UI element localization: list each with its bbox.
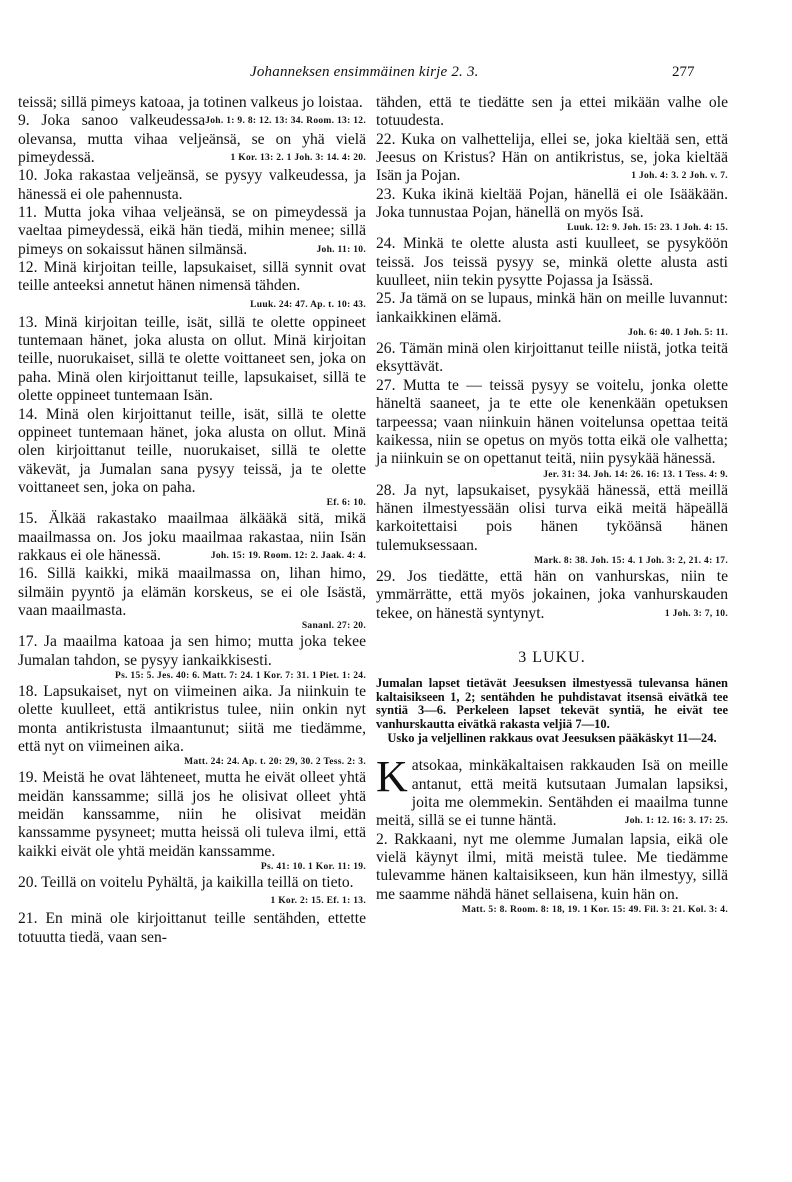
verse-29: 29. Jos tiedätte, että hän on vanhurskas, niin te ymmärrätte, että myös jokainen, joka vanhurskauden tekee, on hänestä syntynyt. 1 Joh. 3: 7, 10. xyxy=(376,567,728,622)
chapter-heading: 3 LUKU. xyxy=(518,648,586,666)
verse-24: 24. Minkä te olette alusta asti kuulleet, se pysyköön teissä. Jos teissä pysyy se, minkä olette alusta asti kuulleet, niin tekin pysytte Pojassa ja Isässä. xyxy=(376,235,728,290)
verse-17: 17. Ja maailma katoaa ja sen himo; mutta joka tekee Jumalan tahdon, se pysyy iankaikkisesti. xyxy=(18,633,366,669)
verse-26: 26. Tämän minä olen kirjoittanut teille niistä, jotka teitä eksyttävät. xyxy=(376,340,728,376)
chapter-summary: Jumalan lapset tietävät Jeesuksen ilmestyessä tulevansa hänen kaltaisikseen 1, 2; sentähden he puhdistavat itsensä eivätkä tee syntiä 3—6. Perkeleen lapset tekevät syntiä, he eivät tee vanhurskautta eivätkä rakasta veljiä 7—10. xyxy=(376,676,728,732)
verse-20: 20. Teillä on voitelu Pyhältä, ja kaikilla teillä on tieto. 1 Kor. 2: 15. Ef. 1: 13. xyxy=(18,874,366,907)
running-title: Johanneksen ensimmäinen kirje 2. 3. xyxy=(250,64,479,80)
right-column xyxy=(376,94,728,917)
verse-28: 28. Ja nyt, lapsukaiset, pysykää hänessä, että meillä hänen ilmestyessään olisi turva eikä meitä häpeällä karkoitettaisi pois hänen tyköänsä hänen tulemuksessaan. xyxy=(376,481,728,554)
drop-cap: K xyxy=(376,752,408,802)
left-column xyxy=(18,94,366,947)
verse-13: 13. Minä kirjoitan teille, isät, sillä te olette oppineet tuntemaan hänet, joka alusta on ollut. Minä kirjoitan teille, nuorukaiset, sillä te olette voittaneet sen, joka on paha. Minä olen kirjoittanut teille, lapsukaiset, sillä te olette oppineet tuntemaan Isän. xyxy=(18,313,366,405)
verse-23-refs: Luuk. 12: 9. Joh. 15: 23. 1 Joh. 4: 15. xyxy=(567,223,728,234)
running-head xyxy=(0,64,792,84)
verse-16-refs: Sananl. 27: 20. xyxy=(301,621,366,632)
verse-25-refs: Joh. 6: 40. 1 Joh. 5: 11. xyxy=(628,328,728,339)
verse-17-refs: Ps. 15: 5. Jes. 40: 6. Matt. 7: 24. 1 Kor. 7: 31. 1 Piet. 1: 24. xyxy=(114,670,366,681)
verse-12: 12. Minä kirjoitan teille, lapsukaiset, sillä synnit ovat teille anteeksi annetut hänen nimensä tähden. Luuk. 24: 47. Ap. t. 10: 43. xyxy=(18,259,366,310)
verse-22: 22. Kuka on valhettelija, ellei se, joka kieltää sen, että Jeesus on Kristus? Hän on antikristus, se, joka kieltää Isän ja Pojan. 1 Joh. 4: 3. 2 Joh. v. 7. xyxy=(376,130,728,185)
verse-10: 10. Joka rakastaa veljeänsä, se pysyy valkeudessa, ja hänessä ei ole pahennusta. xyxy=(18,167,366,203)
verse-21: 21. En minä ole kirjoittanut teille sentähden, ettette totuutta tiedä, vaan sen- xyxy=(18,910,366,946)
verse-8-continued: teissä; sillä pimeys katoaa, ja totinen valkeus jo loistaa. Joh. 1: 9. 8: 12. 13: 34. Room. 13: 12. xyxy=(18,94,366,127)
verse-27: 27. Mutta te — teissä pysyy se voitelu, jonka olette häneltä saaneet, ja te ette ole kenenkään opetuksen tarpeessa; vaan niinkuin hänen voitelunsa opettaa teitä kaikessa, niin se opetus on myös totta eikä ole valhetta; ja niinkuin se on opettanut teitä, niin pysykää hänessä. xyxy=(376,376,728,468)
verse-11: 11. Mutta joka vihaa veljeänsä, se on pimeydessä ja vaeltaa pimeydessä, eikä hän tiedä, mihin menee; sillä pimeys on sokaissut hänen silmänsä. Joh. 11: 10. xyxy=(18,204,366,258)
verse-25: 25. Ja tämä on se lupaus, minkä hän on meille luvannut: iankaikkinen elämä. xyxy=(376,290,728,326)
chapter-3-verse-2: 2. Rakkaani, nyt me olemme Jumalan lapsia, eikä ole vielä käynyt ilmi, mitä meistä tulee. Me tiedämme tulevamme hänen kaltaisikseen, kun hän ilmestyy, sillä me saamme nähdä hänet sellaisena, kuin hän on. xyxy=(376,830,728,903)
verse-14-refs: Ef. 6: 10. xyxy=(326,498,366,509)
verse-18: 18. Lapsukaiset, nyt on viimeinen aika. Ja niinkuin te olette kuulleet, että antikristus tulee, niin onkin nyt monta antikristusta ilmaantunut; siitä me tiedämme, että nyt on viimeinen aika. xyxy=(18,682,366,755)
verse-16: 16. Sillä kaikki, mikä maailmassa on, lihan himo, silmäin pyyntö ja elämän korskeus, se ei ole Isästä, vaan maailmasta. xyxy=(18,565,366,619)
chapter-3-verse-2-refs: Matt. 5: 8. Room. 8: 18, 19. 1 Kor. 15: 49. Fil. 3: 21. Kol. 3: 4. xyxy=(461,905,728,915)
verse-19-refs: Ps. 41: 10. 1 Kor. 11: 19. xyxy=(260,862,366,873)
page-number: 277 xyxy=(672,64,695,80)
verse-19: 19. Meistä he ovat lähteneet, mutta he eivät olleet yhtä meidän kanssamme; sillä jos he olisivat olleet yhtä meidän kanssamme, niin he olisivat meidän kanssamme pysyneet; mutta heissä oli tuleva ilmi, että kaikki eivät ole yhtä meidän kanssamme. xyxy=(18,769,366,860)
verse-28-refs: Mark. 8: 38. Joh. 15: 4. 1 Joh. 3: 2, 21. 4: 17. xyxy=(534,555,728,566)
verse-9: 9. Joka sanoo valkeudessa olevansa, mutta vihaa veljeänsä, se on yhä vielä pimeydessä. 1 Kor. 13: 2. 1 Joh. 3: 14. 4: 20. xyxy=(18,112,366,167)
verse-14: 14. Minä olen kirjoittanut teille, isät, sillä te olette oppineet tuntemaan hänet, joka alusta on ollut. Minä olen kirjoittanut teille, nuorukaiset, sillä te olette väkevät, ja Jumalan sana pysyy teissä, ja te olette voittaneet sen, joka on paha. xyxy=(18,405,366,496)
verse-15: 15. Älkää rakastako maailmaa älkääkä sitä, mikä maailmassa on. Jos joku maailmaa rakastaa, niin Isän rakkaus ei ole hänessä. Joh. 15: 19. Room. 12: 2. Jaak. 4: 4. xyxy=(18,510,366,564)
verse-21-continued: tähden, että te tiedätte sen ja ettei mikään valhe ole totuudesta. xyxy=(376,94,728,130)
verse-18-refs: Matt. 24: 24. Ap. t. 20: 29, 30. 2 Tess. 2: 3. xyxy=(184,757,366,768)
chapter-3-verse-1: Katsokaa, minkäkaltaisen rakkauden Isä on meille antanut, että meitä kutsutaan Jumalan lapsiksi, joita me olemmekin. Sentähden ei maailma tunne meitä, sillä se ei tunne häntä. Joh. 1: 12. 16: 3. 17: 25. xyxy=(376,752,728,830)
verse-23: 23. Kuka ikinä kieltää Pojan, hänellä ei ole Isääkään. Joka tunnustaa Pojan, hänellä on myös Isä. xyxy=(376,185,728,222)
verse-27-refs: Jer. 31: 34. Joh. 14: 26. 16: 13. 1 Tess. 4: 9. xyxy=(543,469,728,480)
chapter-summary-last: Usko ja veljellinen rakkaus ovat Jeesuksen pääkäskyt 11—24. xyxy=(387,730,717,745)
